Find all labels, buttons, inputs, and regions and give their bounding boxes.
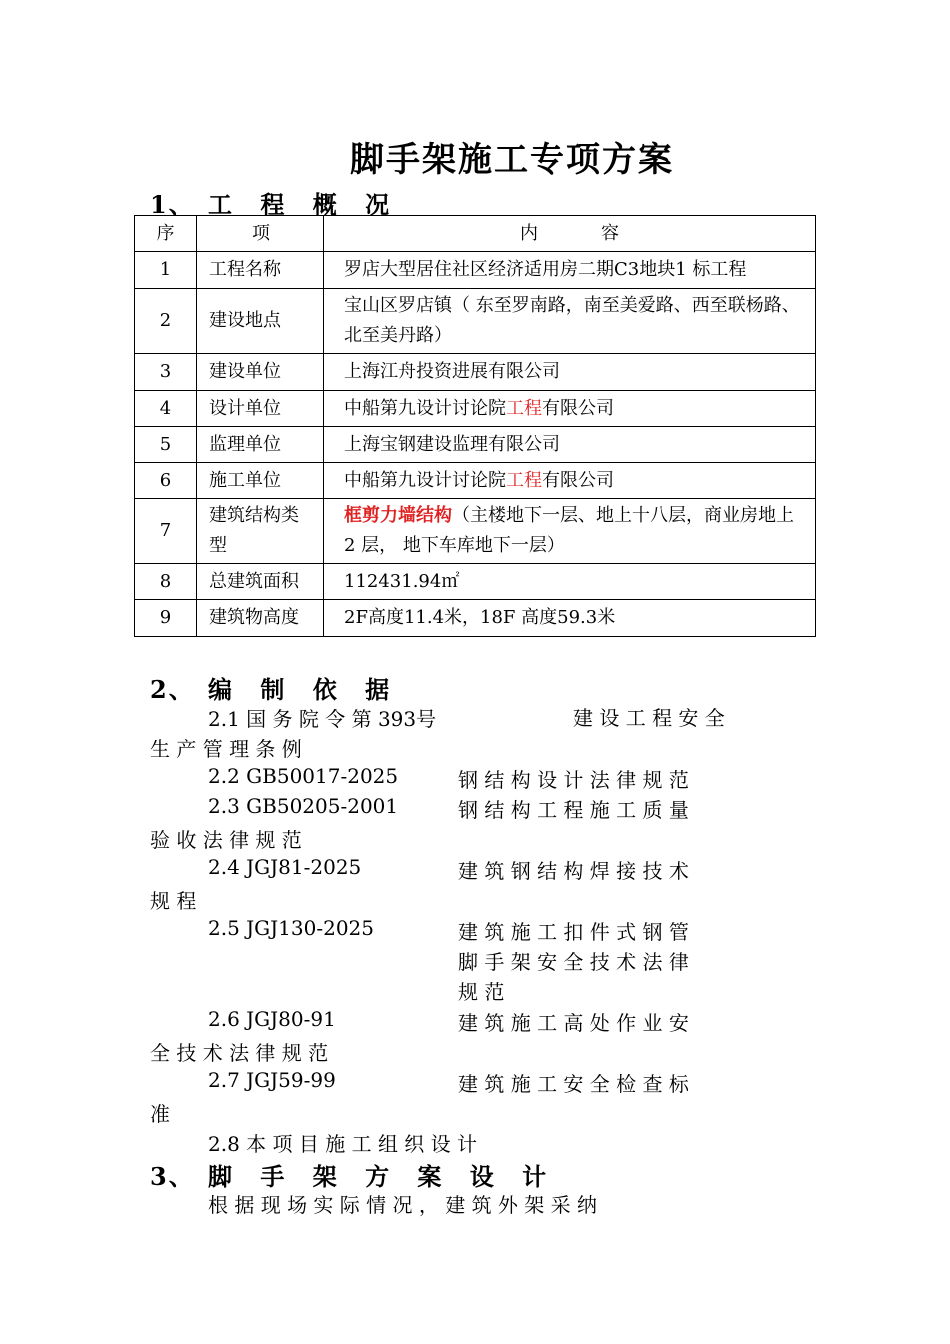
row-no: 6 bbox=[135, 463, 197, 499]
basis-code: 2.3 GB50205-2001 bbox=[208, 794, 399, 818]
table-row bbox=[135, 354, 816, 391]
content-highlight: 工程 bbox=[506, 469, 542, 491]
section-2-heading bbox=[150, 670, 399, 705]
section-3-heading bbox=[150, 1157, 556, 1192]
row-item: 监理单位 bbox=[197, 427, 324, 463]
row-no: 8 bbox=[135, 564, 197, 600]
section-3-number: 3、 bbox=[150, 1162, 195, 1191]
basis-name-cont: 准 bbox=[150, 1102, 170, 1126]
row-no: 3 bbox=[135, 354, 197, 391]
document-title: 脚手架施工专项方案 bbox=[350, 140, 674, 180]
row-content: 112431.94㎡ bbox=[324, 564, 816, 600]
row-no: 5 bbox=[135, 427, 197, 463]
basis-name-cont: 生 产 管 理 条 例 bbox=[150, 737, 302, 761]
row-content: 宝山区罗店镇（ 东至罗南路，南至美爱路、西至联杨路、北至美丹路） bbox=[324, 289, 816, 354]
table-row bbox=[135, 427, 816, 463]
content-highlight: 工程 bbox=[506, 397, 542, 419]
row-no: 9 bbox=[135, 600, 197, 637]
basis-name-cont: 脚 手 架 安 全 技 术 法 律 bbox=[458, 950, 689, 974]
basis-name-cont: 全 技 术 法 律 规 范 bbox=[150, 1041, 329, 1065]
row-item: 工程名称 bbox=[197, 252, 324, 289]
row-item: 建设地点 bbox=[197, 289, 324, 354]
basis-code: 2.2 GB50017-2025 bbox=[208, 764, 399, 788]
content-part: （主楼地下一层、地上十八层，商业房地上2 层， 地下车库地下一层） bbox=[344, 505, 794, 556]
table-row bbox=[135, 289, 816, 354]
section-2-number: 2、 bbox=[150, 675, 195, 704]
row-no: 7 bbox=[135, 499, 197, 564]
row-item: 设计单位 bbox=[197, 391, 324, 427]
basis-code: 2.5 JGJ130-2025 bbox=[208, 916, 375, 940]
content-part: 有限公司 bbox=[542, 469, 614, 491]
basis-name: 建 设 工 程 安 全 bbox=[573, 706, 725, 730]
table-row bbox=[135, 252, 816, 289]
section-1-number: 1、 bbox=[150, 190, 195, 219]
row-content: 2F高度11.4米，18F 高度59.3米 bbox=[324, 600, 816, 637]
row-no: 4 bbox=[135, 391, 197, 427]
basis-name-cont: 规 程 bbox=[150, 889, 197, 913]
row-item: 建筑结构类型 bbox=[197, 499, 324, 564]
table-row bbox=[135, 600, 816, 637]
basis-code: 2.6 JGJ80-91 bbox=[208, 1007, 336, 1031]
section-1-title: 工 程 概 况 bbox=[208, 190, 400, 219]
basis-name: 建 筑 施 工 高 处 作 业 安 bbox=[458, 1011, 689, 1035]
basis-name-cont: 规 范 bbox=[458, 980, 505, 1004]
row-no: 2 bbox=[135, 289, 197, 354]
content-part: 中船第九设计讨论院 bbox=[344, 397, 506, 419]
basis-code: 2.7 JGJ59-99 bbox=[208, 1068, 336, 1092]
basis-name: 建 筑 施 工 安 全 检 查 标 bbox=[458, 1072, 689, 1096]
row-content bbox=[324, 499, 816, 564]
basis-name: 建 筑 施 工 扣 件 式 钢 管 bbox=[458, 920, 689, 944]
header-no: 序 bbox=[135, 216, 197, 252]
basis-name: 建 筑 钢 结 构 焊 接 技 术 bbox=[458, 859, 689, 883]
row-item: 总建筑面积 bbox=[197, 564, 324, 600]
content-part: 有限公司 bbox=[542, 397, 614, 419]
basis-name: 钢 结 构 设 计 法 律 规 范 bbox=[458, 768, 689, 792]
row-content: 罗店大型居住社区经济适用房二期C3地块1 标工程 bbox=[324, 252, 816, 289]
basis-code: 2.8 本 项 目 施 工 组 织 设 计 bbox=[208, 1132, 478, 1156]
table-row bbox=[135, 499, 816, 564]
row-item: 建筑物高度 bbox=[197, 600, 324, 637]
row-content bbox=[324, 391, 816, 427]
section-2-title: 编 制 依 据 bbox=[208, 675, 400, 704]
table-row bbox=[135, 463, 816, 499]
basis-name: 钢 结 构 工 程 施 工 质 量 bbox=[458, 798, 689, 822]
basis-name-cont: 验 收 法 律 规 范 bbox=[150, 828, 302, 852]
header-item: 项 bbox=[197, 216, 324, 252]
content-highlight: 框剪力墙结构 bbox=[344, 505, 452, 526]
row-content: 上海江舟投资进展有限公司 bbox=[324, 354, 816, 391]
content-part: 中船第九设计讨论院 bbox=[344, 469, 506, 491]
row-item: 建设单位 bbox=[197, 354, 324, 391]
table-header-row bbox=[135, 216, 816, 252]
row-content: 上海宝钢建设监理有限公司 bbox=[324, 427, 816, 463]
section-3-paragraph: 根 据 现 场 实 际 情 况 ， 建 筑 外 架 采 纳 bbox=[208, 1193, 598, 1217]
basis-code: 2.4 JGJ81-2025 bbox=[208, 855, 362, 879]
basis-code: 2.1 国 务 院 令 第 393号 bbox=[208, 707, 437, 731]
header-content: 内 容 bbox=[324, 216, 816, 252]
row-no: 1 bbox=[135, 252, 197, 289]
row-item: 施工单位 bbox=[197, 463, 324, 499]
project-overview-table bbox=[134, 215, 816, 637]
table-row bbox=[135, 564, 816, 600]
row-content bbox=[324, 463, 816, 499]
table-row bbox=[135, 391, 816, 427]
section-3-title: 脚 手 架 方 案 设 计 bbox=[208, 1162, 557, 1191]
